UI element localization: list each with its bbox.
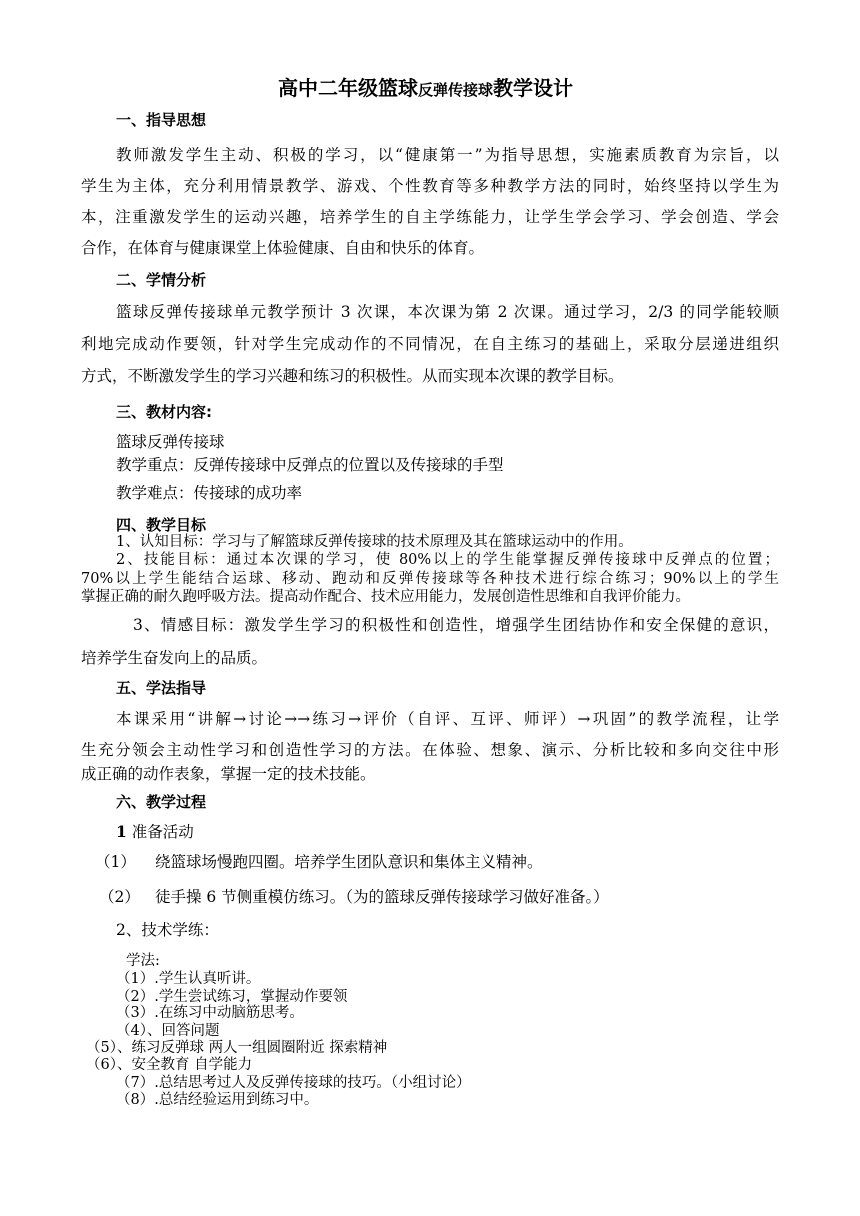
s3-key-point: 教学重点：反弹传接球中反弹点的位置以及传接球的手型 [116,456,504,474]
study-step-1: （1）.学生认真听讲。 [116,971,261,987]
s6-item-2-text: 徒手操 6 节侧重模仿练习。（为的篮球反弹传接球学习做好准备。） [155,888,609,906]
s2-line-2: 利地完成动作要领，针对学生完成动作的不同情况，在自主练习的基础上，采取分层递进组织 [81,335,779,353]
s1-line-2: 学生为主体，充分利用情景教学、游戏、个性教育等多种教学方法的同时，始终坚持以学生为 [81,177,779,195]
study-step-5: （5）、练习反弹球 两人一组圆圈附近 探索精神 [86,1040,388,1056]
title-main-part-1: 高中二年级篮球 [278,76,418,100]
section-4-heading: 四、教学目标 [116,516,207,534]
s4-goal-3-line-2: 培养学生奋发向上的品质。 [81,649,268,667]
s1-line-4: 合作，在体育与健康课堂上体验健康、自由和快乐的体育。 [81,239,485,257]
s6-item-2-number: （2） [99,888,140,906]
s2-line-3: 方式，不断激发学生的学习兴趣和练习的积极性。从而实现本次课的教学目标。 [81,367,624,385]
s6-part-1-number: 1 [116,822,127,841]
s6-part-1-label: 准备活动 [126,823,194,841]
section-1-heading: 一、指导思想 [116,111,207,129]
study-step-8: （8）.总结经验运用到练习中。 [116,1092,319,1108]
s6-item-1-text: 绕篮球场慢跑四圈。培养学生团队意识和集体主义精神。 [155,853,543,871]
s4-goal-2-line-2: 70%以上学生能结合运球、移动、跑动和反弹传接球等各种技术进行综合练习；90%以上的学生 [81,571,779,587]
study-step-7: （7）.总结思考过人及反弹传接球的技巧。（小组讨论） [116,1075,471,1091]
study-step-2: （2）.学生尝试练习，掌握动作要领 [116,989,348,1005]
title-main-part-2: 教学设计 [493,76,574,100]
s4-goal-1: 1、认知目标：学习与了解篮球反弹传接球的技术原理及其在篮球运动中的作用。 [116,534,633,550]
title-small-part: 反弹传接球 [418,81,494,99]
s6-item-1-number: （1） [95,853,136,871]
s2-line-1: 篮球反弹传接球单元教学预计 3 次课，本次课为第 2 次课。通过学习，2/3 的同学能较顺 [116,303,779,321]
study-step-3: （3）.在练习中动脑筋思考。 [116,1005,304,1021]
s3-content: 篮球反弹传接球 [116,433,225,451]
section-2-heading: 二、学情分析 [116,271,207,289]
s5-line-2: 生充分领会主动性学习和创造性学习的方法。在体验、想象、演示、分析比较和多向交往中形 [81,741,779,759]
s6-part-2-heading: 2、技术学练： [116,921,219,939]
section-5-heading: 五、学法指导 [116,679,207,697]
s6-part-1-heading [116,822,194,842]
s4-goal-2-line-3: 掌握正确的耐久跑呼吸方法。提高动作配合、技术应用能力，发展创造性思维和自我评价能力。 [81,589,690,605]
study-step-6: （6）、安全教育 自学能力 [86,1057,253,1073]
section-3-heading: 三、教材内容: [116,403,212,421]
s4-goal-2-line-1: 2、技能目标：通过本次课的学习，使 80%以上的学生能掌握反弹传接球中反弹点的位置； [116,552,779,568]
s1-line-3: 本，注重激发学生的运动兴趣，培养学生的自主学练能力，让学生学会学习、学会创造、学会 [81,208,779,226]
s1-line-1: 教师激发学生主动、积极的学习，以“健康第一”为指导思想，实施素质教育为宗旨，以 [116,146,779,164]
s3-difficulty: 教学难点：传接球的成功率 [116,484,303,502]
s5-line-3: 成正确的动作表象，掌握一定的技术技能。 [81,765,376,783]
document-title [278,75,573,103]
study-step-4: （4）、回答问题 [116,1023,220,1039]
study-method-label: 学法: [126,953,160,969]
s4-goal-3-line-1: 3、情感目标：激发学生学习的积极性和创造性，增强学生团结协作和安全保健的意识， [133,616,779,634]
section-6-heading: 六、教学过程 [116,793,207,811]
s5-line-1: 本课采用“讲解→讨论→→练习→评价（自评、互评、师评）→巩固”的教学流程，让学 [116,710,779,728]
